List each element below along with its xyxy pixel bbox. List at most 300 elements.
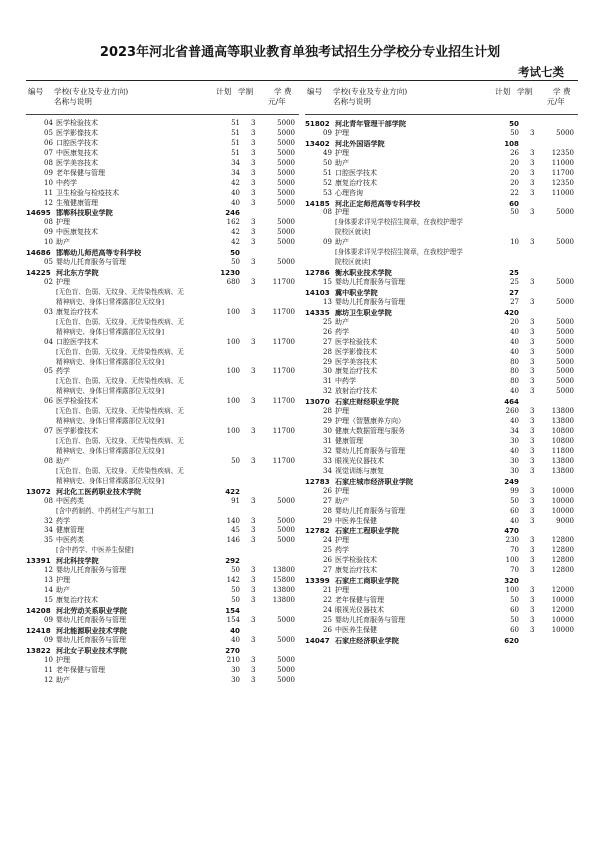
row-years: 3 [530,168,535,177]
major-row [26,517,299,527]
row-code: 15 [44,596,53,604]
row-code: 25 [323,546,332,555]
column-header [26,84,299,114]
row-name: 石家庄城市经济职业学院 [335,476,414,486]
row-name: 康复治疗技术 [335,566,377,575]
row-plan: 210 [226,655,240,664]
major-row [305,626,578,636]
row-years: 3 [530,128,535,137]
left-column [26,84,299,685]
row-code: 04 [44,119,53,127]
row-code: 51802 [305,119,330,128]
row-code: 49 [323,148,332,157]
row-plan: 40 [510,347,519,356]
row-code: 26 [323,327,332,336]
major-row [305,616,578,626]
row-fee: 10000 [551,486,574,495]
row-code: 14686 [26,248,51,258]
row-name: 河北外国语学院 [335,138,385,148]
major-row [26,397,299,407]
row-code: 10 [44,655,53,664]
row-fee: 5000 [556,238,574,247]
row-fee: 13800 [551,456,574,465]
row-plan: 50 [509,119,519,128]
row-code: 05 [44,258,53,267]
row-code: 09 [323,128,332,137]
row-code: 14047 [305,635,330,645]
row-years: 3 [530,327,535,336]
major-row [305,437,578,447]
row-plan: 292 [225,556,240,566]
row-name: 健康大数据管理与服务 [335,427,405,436]
row-name: 河北科技学院 [56,556,99,566]
row-name: 眼视光仪器技术 [335,456,384,465]
row-name: 眼视光仪器技术 [335,605,384,614]
row-plan: 40 [510,327,519,336]
row-name: 老年保健与管理 [56,168,105,177]
row-code: 11 [44,665,53,674]
major-row [305,596,578,606]
row-plan: 20 [510,317,519,326]
row-code: 12782 [305,526,330,536]
header-fee-unit: 元/年 [547,97,565,106]
row-code: 35 [44,536,53,545]
row-fee: 5000 [556,297,574,306]
row-name: 中医养生保健 [335,625,377,634]
row-name: 护理 [56,218,70,227]
row-years: 3 [251,516,256,525]
row-fee: 5000 [277,258,295,267]
row-code: 30 [323,427,332,436]
major-row [305,298,578,308]
row-name: 廊坊卫生职业学院 [335,307,392,317]
row-plan: 230 [505,536,519,545]
row-fee: 5000 [277,675,295,684]
major-row [305,278,578,288]
row-name: 中医药类 [56,496,84,505]
school-row [305,576,578,586]
row-name: [无色盲、色弱、无纹身、无传染性疾病、无 [56,317,184,326]
header-code: 编号 [307,87,323,96]
row-plan: 51 [231,148,240,157]
row-plan: 20 [510,178,519,187]
row-fee: 5000 [556,317,574,326]
header-fee-unit: 元/年 [268,97,286,106]
row-code: 25 [323,317,332,326]
row-years: 3 [530,208,535,217]
row-plan: 162 [226,218,240,227]
row-plan: 40 [510,516,519,525]
row-code: 06 [44,138,53,147]
row-plan: 40 [231,198,240,207]
row-years: 3 [530,556,535,565]
row-years: 3 [251,596,256,604]
row-fee: 12800 [551,536,574,545]
row-years: 3 [251,218,256,227]
row-code: 09 [44,228,53,237]
row-name: 护理 [335,586,349,595]
major-row [26,139,299,149]
major-row [305,179,578,189]
row-fee: 10000 [551,506,574,515]
row-name: 医学美容技术 [335,357,377,366]
major-row [305,497,578,507]
row-name: 医学检验技术 [56,119,98,127]
major-row [305,427,578,437]
note-row [26,447,299,457]
row-name: 老年保健与管理 [335,596,384,604]
row-years: 3 [530,536,535,545]
row-plan: 45 [231,526,240,535]
major-row [26,636,299,646]
row-name: 院校区就读] [335,228,371,237]
row-name: 婴幼儿托育服务与管理 [335,278,405,286]
note-row [305,258,578,268]
major-row [305,467,578,477]
row-name: 河北东方学院 [56,268,99,278]
row-name: 院校区就读] [335,258,371,267]
note-row [26,377,299,387]
row-plan: 27 [509,287,519,297]
row-years: 3 [530,158,535,167]
header-years: 学制 [238,87,254,96]
row-plan: 246 [225,208,240,218]
school-row [26,487,299,497]
major-row [26,526,299,536]
row-years: 3 [530,605,535,614]
major-row [305,129,578,139]
row-plan: 20 [510,168,519,177]
major-row [305,586,578,596]
row-name: 婴幼儿托育服务与管理 [335,297,405,306]
row-code: 04 [44,337,53,346]
row-code: 29 [323,516,332,525]
row-fee: 11700 [272,307,295,316]
row-fee: 5000 [556,347,574,356]
row-years: 3 [530,357,535,366]
row-fee: 12800 [551,566,574,575]
major-row [26,179,299,189]
row-plan: 620 [504,635,519,645]
row-code: 13070 [305,397,330,407]
row-name: 河北青年管理干部学院 [335,119,406,128]
row-plan: 464 [504,397,519,407]
header-code: 编号 [28,87,44,96]
row-plan: 25 [509,268,519,278]
row-plan: 680 [226,278,240,286]
row-years: 3 [530,367,535,376]
row-years: 3 [251,675,256,684]
row-plan: 1230 [220,268,240,278]
major-row [26,497,299,507]
row-plan: 60 [510,506,519,515]
row-name: 医学影像技术 [335,347,377,356]
row-name: [无色盲、色弱、无纹身、无传染性疾病、无 [56,287,184,296]
row-plan: 40 [510,417,519,426]
row-plan: 154 [225,605,240,615]
row-fee: 11000 [551,158,574,167]
row-name: 护理 [335,536,349,545]
row-name: 护理 [335,407,349,416]
row-plan: 42 [231,228,240,237]
major-row [305,169,578,179]
row-name: 药学 [56,516,70,525]
row-plan: 80 [510,367,519,376]
major-row [26,149,299,159]
row-plan: 100 [226,427,240,436]
major-row [26,656,299,666]
row-code: 13822 [26,645,51,655]
major-row [26,238,299,248]
row-plan: 60 [510,605,519,614]
row-fee: 10000 [551,496,574,505]
school-row [305,477,578,487]
major-row [26,427,299,437]
row-plan: 30 [231,675,240,684]
major-row [305,507,578,517]
row-fee: 5000 [277,218,295,227]
row-name: 冀中职业学院 [335,287,378,297]
row-name: 视觉训练与康复 [335,466,384,475]
row-fee: 5000 [277,198,295,207]
row-code: 13391 [26,556,51,566]
row-code: 26 [323,486,332,495]
row-name: 护理 [56,576,70,585]
note-row [26,417,299,427]
note-row [26,288,299,298]
note-row [26,467,299,477]
row-code: 07 [44,427,53,436]
row-years: 3 [251,119,256,127]
major-row [305,447,578,457]
row-code: 29 [323,417,332,426]
row-plan: 25 [510,278,519,286]
header-rule [26,114,299,115]
row-name: [无色盲、色弱、无纹身、无传染性疾病、无 [56,437,184,445]
row-plan: 30 [510,437,519,445]
row-years: 3 [251,655,256,664]
row-plan: 80 [510,377,519,386]
row-name: 河北正定师范高等专科学校 [335,198,421,208]
row-plan: 51 [231,119,240,127]
row-plan: 154 [226,615,240,624]
school-row [26,208,299,218]
major-row [305,189,578,199]
note-row [26,407,299,417]
row-name: 婴幼儿托育服务与管理 [56,615,126,624]
row-fee: 5000 [556,208,574,217]
row-code: 09 [44,635,53,644]
row-fee: 5000 [556,278,574,286]
row-name: 卫生检验与检疫技术 [56,188,119,197]
header-plan: 计划 [495,87,511,96]
row-fee: 5000 [277,119,295,127]
row-years: 3 [251,397,256,406]
row-name: 医学影像技术 [56,128,98,137]
major-row [305,487,578,497]
row-plan: 51 [231,138,240,147]
row-name: 婴幼儿托育服务与管理 [335,615,405,624]
row-fee: 5000 [277,148,295,157]
header-fee: 学 费 [274,87,292,96]
major-row [305,566,578,576]
row-name: 药学 [335,546,349,555]
row-years: 3 [251,128,256,137]
row-code: 52 [323,178,332,187]
row-fee: 5000 [556,357,574,366]
row-name: 护理 [335,128,349,137]
row-fee: 11700 [551,168,574,177]
row-years: 3 [530,546,535,555]
row-name: 精神病史、身体日常裸露部位无纹身] [56,417,165,426]
row-fee: 5000 [277,526,295,535]
row-name: 婴幼儿托育服务与管理 [335,506,405,515]
row-fee: 11800 [551,446,574,455]
row-years: 3 [530,347,535,356]
major-row [305,517,578,527]
row-years: 3 [251,615,256,624]
row-plan: 50 [510,208,519,217]
major-row [305,377,578,387]
major-row [26,218,299,228]
row-name: 医学美容技术 [56,158,98,167]
row-name: 助产 [335,317,349,326]
row-code: 02 [44,278,53,286]
school-row [305,526,578,536]
major-row [26,586,299,596]
row-years: 3 [251,278,256,286]
row-code: 53 [323,188,332,197]
major-row [26,566,299,576]
row-code: 08 [323,208,332,217]
row-name: 口腔医学技术 [56,337,98,346]
row-name: [身体要求详见学校招生简章，在我校护理学 [335,248,463,257]
row-fee: 5000 [556,387,574,396]
row-years: 3 [251,665,256,674]
row-fee: 13800 [551,466,574,475]
school-row [305,119,578,129]
row-plan: 91 [231,496,240,505]
row-code: 28 [323,347,332,356]
row-fee: 13800 [272,596,295,604]
row-name: 石家庄经济职业学院 [335,635,399,645]
major-row [26,616,299,626]
school-row [26,268,299,278]
row-name: [含中药学、中医养生保健] [56,546,134,555]
row-plan: 42 [231,178,240,187]
row-years: 3 [530,278,535,286]
row-code: 25 [323,615,332,624]
row-fee: 12350 [551,178,574,187]
note-row [26,546,299,556]
row-name: 助产 [335,158,349,167]
row-code: 51 [323,168,332,177]
row-plan: 30 [231,665,240,674]
row-name: 中药学 [56,178,77,187]
major-row [26,278,299,288]
row-fee: 12000 [551,586,574,595]
row-plan: 60 [510,625,519,634]
row-name: [身体要求详见学校招生简章，在我校护理学 [335,218,463,227]
row-code: 10 [44,178,53,187]
row-name: 衡水职业技术学院 [335,268,392,278]
row-fee: 5000 [556,327,574,336]
major-row [305,149,578,159]
row-code: 09 [44,168,53,177]
row-plan: 50 [510,596,519,604]
row-code: 14185 [305,198,330,208]
header-years: 学制 [517,87,533,96]
row-name: 医学影像技术 [56,427,98,436]
row-name: 河北劳动关系职业学院 [56,605,127,615]
row-fee: 13800 [551,417,574,426]
row-name: 助产 [56,456,70,465]
row-name: 邯郸科技职业学院 [56,208,113,218]
row-name: 康复治疗技术 [335,367,377,376]
row-plan: 100 [226,397,240,406]
row-plan: 260 [505,407,519,416]
row-code: 14103 [305,287,330,297]
row-years: 3 [251,367,256,376]
row-years: 3 [530,337,535,346]
row-code: 28 [323,506,332,515]
row-plan: 249 [504,476,519,486]
major-row [26,258,299,268]
row-name: 中医药类 [56,536,84,545]
header-plan: 计划 [216,87,232,96]
major-row [26,576,299,586]
row-fee: 12800 [551,546,574,555]
major-row [26,666,299,676]
row-name: 老年保健与管理 [56,665,105,674]
row-name: 中药学 [335,377,356,386]
row-years: 3 [530,625,535,634]
row-code: 12783 [305,476,330,486]
row-fee: 11700 [272,397,295,406]
school-row [26,606,299,616]
row-plan: 420 [504,307,519,317]
row-fee: 10000 [551,596,574,604]
school-row [305,636,578,646]
major-row [26,367,299,377]
row-fee: 5000 [277,496,295,505]
row-fee: 15800 [272,576,295,585]
row-fee: 5000 [277,128,295,137]
row-code: 07 [44,148,53,157]
row-name: 康复治疗技术 [335,178,377,187]
row-code: 34 [323,466,332,475]
row-years: 3 [251,258,256,267]
row-years: 3 [530,506,535,515]
row-plan: 40 [510,337,519,346]
major-row [26,676,299,686]
row-code: 21 [323,586,332,595]
major-row [305,387,578,397]
school-row [305,308,578,318]
row-name: 放射治疗技术 [335,387,377,396]
row-fee: 5000 [277,536,295,545]
major-row [26,338,299,348]
row-code: 05 [44,367,53,376]
row-plan: 50 [231,566,240,575]
row-code: 22 [323,596,332,604]
note-row [305,228,578,238]
row-fee: 5000 [277,655,295,664]
row-name: 口腔医学技术 [335,168,377,177]
row-code: 28 [323,407,332,416]
row-years: 3 [530,446,535,455]
row-name: 生殖健康管理 [56,198,98,207]
